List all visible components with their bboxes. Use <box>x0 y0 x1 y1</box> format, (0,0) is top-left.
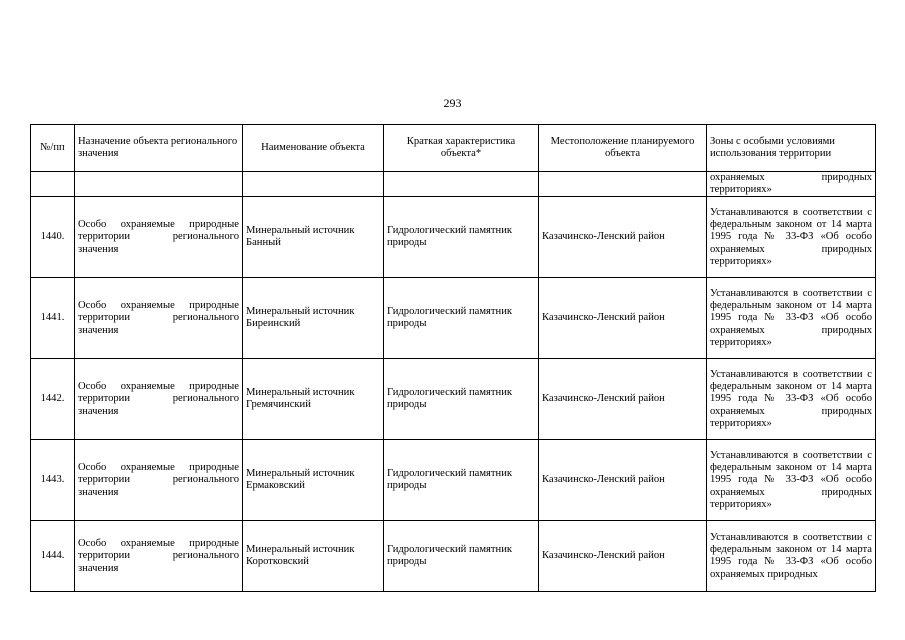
table-row <box>31 197 876 278</box>
header-characteristic: Краткая характеристика объекта* <box>384 125 539 172</box>
purpose-cell: Особо охраняемые природные территории регионального значения <box>75 359 243 440</box>
regional-objects-table <box>30 124 876 592</box>
header-zones: Зоны с особыми условиями использования территории <box>707 125 876 172</box>
characteristic-cell: Гидрологический памятник природы <box>384 521 539 592</box>
row-number: 1441. <box>31 278 75 359</box>
object-name-cell: Минеральный источник Биреинский <box>243 278 384 359</box>
table-header-row <box>31 125 876 172</box>
location-cell: Казачинско-Ленский район <box>539 440 707 521</box>
table-row <box>31 278 876 359</box>
zones-cell: Устанавливаются в соответствии с федеральным законом от 14 марта 1995 года № 33-ФЗ «Об особо охраняемых природных территориях» <box>707 440 876 521</box>
row-number: 1443. <box>31 440 75 521</box>
row-number: 1442. <box>31 359 75 440</box>
header-num: №/пп <box>31 125 75 172</box>
page-number: 293 <box>443 96 462 110</box>
table-row <box>31 521 876 592</box>
zones-cell: Устанавливаются в соответствии с федеральным законом от 14 марта 1995 года № 33-ФЗ «Об особо охраняемых природных территориях» <box>707 359 876 440</box>
object-name-cell: Минеральный источник Коротковский <box>243 521 384 592</box>
characteristic-cell: Гидрологический памятник природы <box>384 440 539 521</box>
location-cell: Казачинско-Ленский район <box>539 359 707 440</box>
object-name-cell: Минеральный источник Ермаковский <box>243 440 384 521</box>
zones-cell: Устанавливаются в соответствии с федеральным законом от 14 марта 1995 года № 33-ФЗ «Об особо охраняемых природных территориях» <box>707 278 876 359</box>
purpose-cell: Особо охраняемые природные территории регионального значения <box>75 440 243 521</box>
location-cell: Казачинско-Ленский район <box>539 521 707 592</box>
location-cell: Казачинско-Ленский район <box>539 278 707 359</box>
header-purpose: Назначение объекта регионального значения <box>75 125 243 172</box>
purpose-cell: Особо охраняемые природные территории регионального значения <box>75 197 243 278</box>
zones-cell: Устанавливаются в соответствии с федеральным законом от 14 марта 1995 года № 33-ФЗ «Об особо охраняемых природных территориях» <box>707 197 876 278</box>
purpose-cell: Особо охраняемые природные территории регионального значения <box>75 278 243 359</box>
table-row <box>31 440 876 521</box>
characteristic-cell: Гидрологический памятник природы <box>384 197 539 278</box>
characteristic-cell: Гидрологический памятник природы <box>384 359 539 440</box>
continuation-zone-cell: охраняемых природных территориях» <box>707 172 876 197</box>
row-number: 1440. <box>31 197 75 278</box>
header-name: Наименование объекта <box>243 125 384 172</box>
header-location: Местоположение планируемого объекта <box>539 125 707 172</box>
continuation-row <box>31 172 876 197</box>
zones-cell: Устанавливаются в соответствии с федеральным законом от 14 марта 1995 года № 33-ФЗ «Об особо охраняемых природных <box>707 521 876 592</box>
characteristic-cell: Гидрологический памятник природы <box>384 278 539 359</box>
object-name-cell: Минеральный источник Гремячинский <box>243 359 384 440</box>
location-cell: Казачинско-Ленский район <box>539 197 707 278</box>
purpose-cell: Особо охраняемые природные территории регионального значения <box>75 521 243 592</box>
row-number: 1444. <box>31 521 75 592</box>
object-name-cell: Минеральный источник Банный <box>243 197 384 278</box>
table-row <box>31 359 876 440</box>
